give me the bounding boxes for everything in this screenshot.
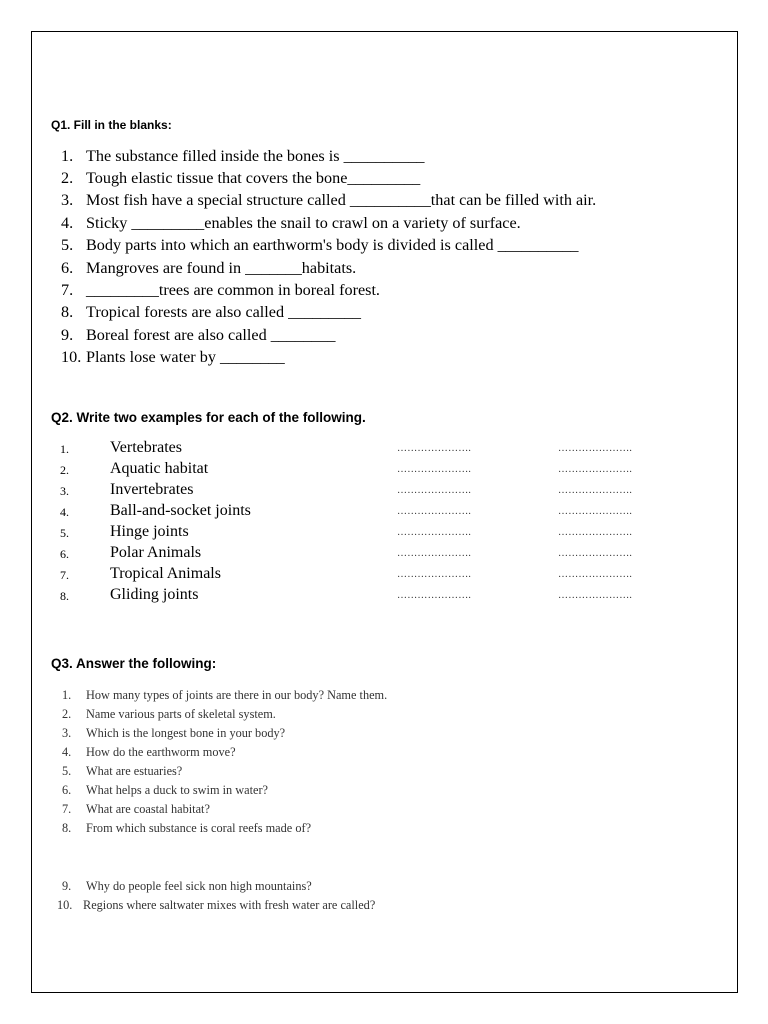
q3-item-number: 1. [62,688,72,702]
q3-item-number: 4. [62,745,72,759]
q3-item-text: Which is the longest bone in your body? [86,726,286,740]
q3-item-text: Why do people feel sick non high mountains? [86,879,312,893]
answer-blank-2[interactable]: …………………. [558,527,633,538]
q3-item-text: How do the earthworm move? [86,745,236,759]
q3-item-number: 5. [62,764,72,778]
q1-item-number: 4. [61,214,74,232]
q3-heading: Q3. Answer the following: [51,656,217,671]
q1-item-number: 2. [61,169,74,187]
answer-blank-2[interactable]: …………………. [558,464,633,475]
q3-item-text: How many types of joints are there in our body? Name them. [86,688,388,702]
q3-item-number: 9. [62,879,72,893]
answer-blank-1[interactable]: …………………. [397,548,472,559]
q2-item-text: Hinge joints [110,523,189,540]
q1-item-number: 9. [61,326,74,344]
q1-item-number: 6. [61,259,74,277]
q1-item-number: 1. [61,147,74,165]
q1-item-text: Tropical forests are also called _________ [86,303,361,321]
q2-item-text: Polar Animals [110,544,202,561]
q1-item-text: Tough elastic tissue that covers the bone_________ [86,169,421,187]
answer-blank-1[interactable]: …………………. [397,464,472,475]
q2-item-number: 8. [60,589,69,603]
q3-item-text: Name various parts of skeletal system. [86,707,276,721]
q3-item-number: 10. [57,898,73,912]
q1-heading: Q1. Fill in the blanks: [51,118,172,132]
q3-item-number: 3. [62,726,72,740]
q1-item-text: Sticky _________enables the snail to crawl on a variety of surface. [86,214,521,232]
q1-item-number: 3. [61,191,74,209]
q3-item-text: What are coastal habitat? [86,802,210,816]
q1-item-number: 5. [61,236,74,254]
q1-item-text: Plants lose water by ________ [86,348,285,366]
q2-heading: Q2. Write two examples for each of the following. [51,410,366,425]
q1-item-text: Most fish have a special structure called __________that can be filled with air. [86,191,597,209]
q3-item-text: What are estuaries? [86,764,183,778]
q2-item-number: 1. [60,442,69,456]
answer-blank-2[interactable]: …………………. [558,443,633,454]
q2-item-number: 4. [60,505,69,519]
q1-item-text: Mangroves are found in _______habitats. [86,259,357,277]
q2-item-text: Gliding joints [110,586,199,603]
q2-item-text: Vertebrates [110,439,182,456]
q1-item-text: Body parts into which an earthworm's body is divided is called __________ [86,236,579,254]
q2-item-number: 6. [60,547,69,561]
q2-item-text: Ball-and-socket joints [110,502,251,519]
q3-item-text: Regions where saltwater mixes with fresh water are called? [83,898,376,912]
q3-item-number: 8. [62,821,72,835]
q2-item-text: Invertebrates [110,481,194,498]
answer-blank-1[interactable]: …………………. [397,443,472,454]
answer-blank-2[interactable]: …………………. [558,506,633,517]
q1-item-number: 10. [61,348,82,366]
q2-item-number: 7. [60,568,69,582]
q1-item-text: Boreal forest are also called ________ [86,326,336,344]
answer-blank-1[interactable]: …………………. [397,527,472,538]
q1-item-number: 7. [61,281,74,299]
answer-blank-1[interactable]: …………………. [397,506,472,517]
q1-item-number: 8. [61,303,74,321]
answer-blank-1[interactable]: …………………. [397,590,472,601]
answer-blank-2[interactable]: …………………. [558,485,633,496]
q2-item-text: Tropical Animals [110,565,221,582]
q2-item-number: 2. [60,463,69,477]
answer-blank-2[interactable]: …………………. [558,590,633,601]
q2-item-number: 3. [60,484,69,498]
q2-item-number: 5. [60,526,69,540]
answer-blank-1[interactable]: …………………. [397,485,472,496]
answer-blank-1[interactable]: …………………. [397,569,472,580]
q3-item-number: 7. [62,802,72,816]
q3-item-text: What helps a duck to swim in water? [86,783,269,797]
answer-blank-2[interactable]: …………………. [558,569,633,580]
q1-item-text: _________trees are common in boreal forest. [86,281,380,299]
q3-item-text: From which substance is coral reefs made of? [86,821,312,835]
q3-item-number: 6. [62,783,72,797]
answer-blank-2[interactable]: …………………. [558,548,633,559]
q3-item-number: 2. [62,707,72,721]
q2-item-text: Aquatic habitat [110,460,209,477]
q1-item-text: The substance filled inside the bones is __________ [86,147,425,165]
